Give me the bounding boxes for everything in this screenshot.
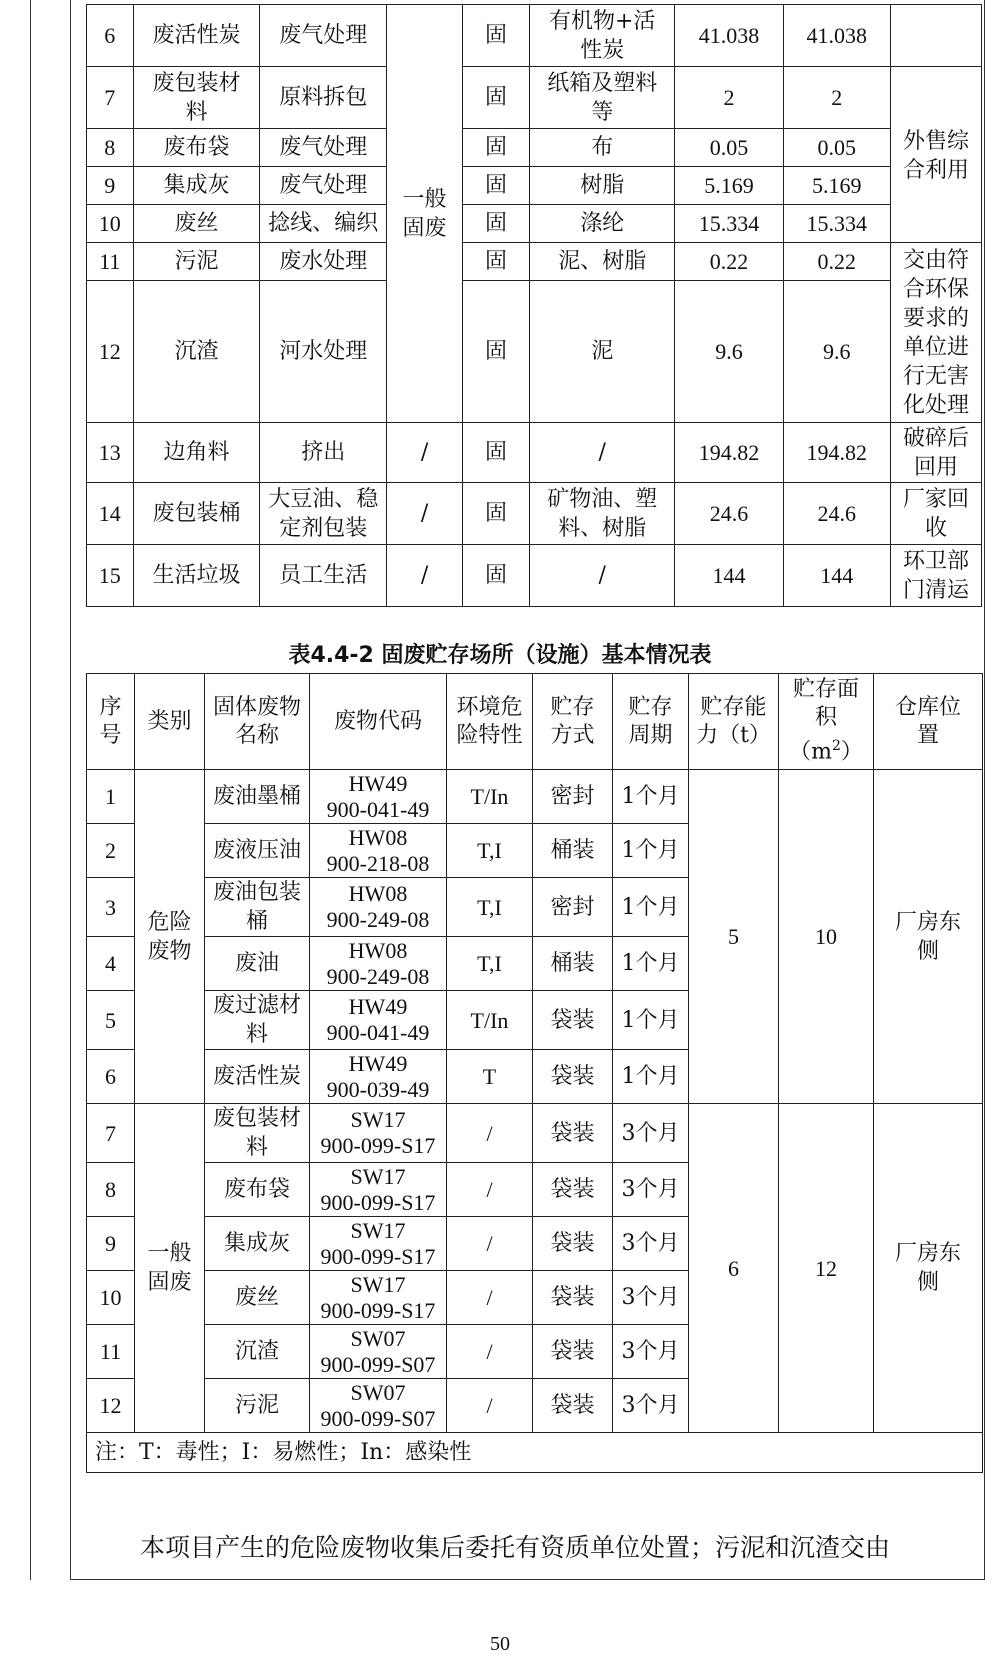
waste-source: 废气处理 (260, 129, 387, 167)
row-no: 3 (87, 878, 135, 937)
code-class: HW49 (348, 1050, 408, 1076)
storage-facility-table (86, 673, 983, 1473)
table-row (87, 545, 982, 607)
storage-method: 桶装 (533, 824, 613, 878)
row-no: 4 (87, 937, 135, 991)
amount-disposed: 144 (783, 545, 890, 607)
waste-source: 捻线、编织 (260, 205, 387, 243)
code-number: 900-099-S17 (320, 1133, 436, 1158)
storage-method: 桶装 (533, 937, 613, 991)
storage-period: 1个月 (613, 991, 689, 1050)
hazard-property: T,I (447, 878, 533, 937)
table-row (87, 243, 982, 281)
code-number: 900-099-S17 (320, 1189, 436, 1215)
code-number: 900-041-49 (326, 1020, 430, 1045)
waste-category: / (387, 483, 463, 545)
storage-period: 1个月 (613, 937, 689, 991)
amount-produced: 0.22 (675, 243, 783, 281)
waste-name: 边角料 (133, 423, 260, 483)
row-no: 9 (87, 1217, 135, 1271)
waste-name: 沉渣 (133, 281, 260, 423)
waste-source: 员工生活 (260, 545, 387, 607)
waste-name: 废活性炭 (205, 1050, 310, 1104)
table-row (87, 423, 982, 483)
amount-produced: 41.038 (675, 5, 783, 67)
header-type: 类别 (135, 674, 205, 770)
code-number: 900-039-49 (326, 1076, 430, 1102)
waste-component: 树脂 (530, 167, 675, 205)
waste-component: 涤纶 (530, 205, 675, 243)
table-row (87, 205, 982, 243)
waste-name: 集成灰 (205, 1217, 310, 1271)
waste-code (310, 770, 447, 824)
disposal-method: 外售综合利用 (890, 67, 981, 243)
amount-disposed: 9.6 (783, 281, 890, 423)
amount-produced: 0.05 (675, 129, 783, 167)
code-number: 900-249-08 (326, 907, 430, 932)
waste-name: 生活垃圾 (133, 545, 260, 607)
storage-period: 3个月 (613, 1163, 689, 1217)
row-no: 1 (87, 770, 135, 824)
hazard-property: / (447, 1325, 533, 1379)
amount-produced: 194.82 (675, 423, 783, 483)
storage-period: 1个月 (613, 1050, 689, 1104)
waste-source: 废气处理 (260, 5, 387, 67)
waste-source: 原料拆包 (260, 67, 387, 129)
waste-name: 废油 (205, 937, 310, 991)
waste-component: 泥 (530, 281, 675, 423)
disposal-method-empty (890, 5, 981, 67)
storage-method: 袋装 (533, 991, 613, 1050)
disposal-method: 破碎后回用 (890, 423, 981, 483)
waste-code (310, 1325, 447, 1379)
waste-component: 有机物+活性炭 (530, 5, 675, 67)
waste-source: 废气处理 (260, 167, 387, 205)
table-row (87, 167, 982, 205)
disposal-method: 厂家回收 (890, 483, 981, 545)
header-name: 固体废物名称 (205, 674, 310, 770)
row-no: 10 (87, 1271, 135, 1325)
header-period: 贮存周期 (613, 674, 689, 770)
amount-disposed: 41.038 (783, 5, 890, 67)
hazard-property: / (447, 1104, 533, 1163)
waste-source: 挤出 (260, 423, 387, 483)
waste-state: 固 (462, 129, 529, 167)
code-class: SW17 (350, 1217, 406, 1243)
storage-capacity: 6 (689, 1104, 779, 1433)
row-no: 11 (87, 1325, 135, 1379)
waste-category: 一般固废 (387, 5, 463, 423)
hazard-property: / (447, 1217, 533, 1271)
waste-state: 固 (462, 67, 529, 129)
header-capacity: 贮存能力（t） (689, 674, 779, 770)
waste-state: 固 (462, 5, 529, 67)
code-number: 900-249-08 (326, 963, 430, 989)
row-no: 7 (87, 1104, 135, 1163)
header-storage: 贮存方式 (533, 674, 613, 770)
storage-area: 12 (779, 1104, 874, 1433)
storage-period: 3个月 (613, 1325, 689, 1379)
code-class: HW49 (348, 994, 408, 1019)
waste-source: 废水处理 (260, 243, 387, 281)
table-row (87, 281, 982, 423)
row-no: 12 (87, 1379, 135, 1433)
row-no: 13 (87, 423, 134, 483)
waste-state: 固 (462, 167, 529, 205)
waste-state: 固 (462, 483, 529, 545)
row-no: 12 (87, 281, 134, 423)
waste-source: 河水处理 (260, 281, 387, 423)
waste-code (310, 1271, 447, 1325)
disposal-method: 交由符合环保要求的单位进行无害化处理 (890, 243, 981, 423)
storage-capacity: 5 (689, 770, 779, 1104)
waste-source: 大豆油、稳定剂包装 (260, 483, 387, 545)
waste-name: 废油包装桶 (205, 878, 310, 937)
amount-produced: 144 (675, 545, 783, 607)
storage-period: 3个月 (613, 1104, 689, 1163)
waste-component: 泥、树脂 (530, 243, 675, 281)
hazard-property: / (447, 1271, 533, 1325)
storage-method: 密封 (533, 878, 613, 937)
waste-code (310, 1379, 447, 1433)
waste-name: 废丝 (133, 205, 260, 243)
header-no: 序号 (87, 674, 135, 770)
waste-code (310, 1104, 447, 1163)
code-number: 900-218-08 (326, 850, 430, 876)
code-number: 900-099-S07 (320, 1351, 436, 1377)
waste-code (310, 991, 447, 1050)
hazard-property: / (447, 1379, 533, 1433)
waste-code (310, 937, 447, 991)
waste-type: 一般固废 (135, 1104, 205, 1433)
table-caption: 表4.4-2 固废贮存场所（设施）基本情况表 (288, 643, 712, 668)
table-row (87, 129, 982, 167)
row-no: 10 (87, 205, 134, 243)
amount-disposed: 24.6 (783, 483, 890, 545)
code-class: SW17 (350, 1163, 406, 1189)
amount-disposed: 15.334 (783, 205, 890, 243)
header-row (87, 674, 983, 770)
body-paragraph: 本项目产生的危险废物收集后委托有资质单位处置；污泥和沉渣交由 (140, 1533, 891, 1562)
waste-component: 纸箱及塑料等 (530, 67, 675, 129)
table-row (87, 483, 982, 545)
code-number: 900-099-S17 (320, 1243, 436, 1269)
row-no: 11 (87, 243, 134, 281)
storage-period: 3个月 (613, 1379, 689, 1433)
storage-method: 袋装 (533, 1050, 613, 1104)
amount-disposed: 0.22 (783, 243, 890, 281)
storage-period: 3个月 (613, 1271, 689, 1325)
storage-method: 袋装 (533, 1271, 613, 1325)
hazard-property: T,I (447, 937, 533, 991)
row-no: 6 (87, 5, 134, 67)
waste-state: 固 (462, 205, 529, 243)
row-no: 9 (87, 167, 134, 205)
waste-category: / (387, 423, 463, 483)
waste-code (310, 1163, 447, 1217)
page-left-rule (30, 0, 31, 1580)
disposal-method: 环卫部门清运 (890, 545, 981, 607)
waste-name: 污泥 (205, 1379, 310, 1433)
code-class: HW08 (348, 881, 408, 906)
code-class: HW49 (348, 770, 408, 796)
waste-name: 废油墨桶 (205, 770, 310, 824)
legend-note: 注：T：毒性；I：易燃性；In：感染性 (87, 1433, 983, 1473)
page-number: 50 (490, 1633, 510, 1655)
header-area: 贮存面积$(m^2)$ (779, 674, 874, 770)
row-no: 7 (87, 67, 134, 129)
waste-name: 废包装材料 (133, 67, 260, 129)
amount-produced: 9.6 (675, 281, 783, 423)
code-number: 900-041-49 (326, 796, 430, 822)
storage-period: 1个月 (613, 878, 689, 937)
storage-period: 1个月 (613, 770, 689, 824)
table-row (87, 67, 982, 129)
row-no: 14 (87, 483, 134, 545)
storage-method: 袋装 (533, 1163, 613, 1217)
storage-method: 密封 (533, 770, 613, 824)
waste-component: / (530, 423, 675, 483)
waste-state: 固 (462, 281, 529, 423)
code-class: HW08 (348, 824, 408, 850)
amount-disposed: 5.169 (783, 167, 890, 205)
code-class: SW07 (350, 1325, 406, 1351)
waste-name: 废活性炭 (133, 5, 260, 67)
amount-produced: 2 (675, 67, 783, 129)
code-class: SW17 (350, 1271, 406, 1297)
storage-method: 袋装 (533, 1379, 613, 1433)
waste-state: 固 (462, 423, 529, 483)
row-no: 8 (87, 1163, 135, 1217)
waste-name: 污泥 (133, 243, 260, 281)
storage-method: 袋装 (533, 1217, 613, 1271)
table-row (87, 770, 983, 824)
hazard-property: / (447, 1163, 533, 1217)
row-no: 5 (87, 991, 135, 1050)
waste-state: 固 (462, 243, 529, 281)
storage-method: 袋装 (533, 1325, 613, 1379)
storage-period: 3个月 (613, 1217, 689, 1271)
waste-name: 沉渣 (205, 1325, 310, 1379)
waste-component: / (530, 545, 675, 607)
waste-code (310, 1050, 447, 1104)
amount-produced: 24.6 (675, 483, 783, 545)
hazard-property: T,I (447, 824, 533, 878)
waste-code (310, 824, 447, 878)
storage-method: 袋装 (533, 1104, 613, 1163)
waste-type: 危险废物 (135, 770, 205, 1104)
waste-state: 固 (462, 545, 529, 607)
waste-name: 废液压油 (205, 824, 310, 878)
amount-produced: 5.169 (675, 167, 783, 205)
waste-name: 废过滤材料 (205, 991, 310, 1050)
table-row (87, 1104, 983, 1163)
waste-component: 布 (530, 129, 675, 167)
code-number: 900-099-S17 (320, 1297, 436, 1323)
code-class: SW17 (350, 1107, 406, 1132)
waste-code (310, 1217, 447, 1271)
code-class: SW07 (350, 1379, 406, 1405)
row-no: 2 (87, 824, 135, 878)
header-location: 仓库位置 (874, 674, 983, 770)
solid-waste-table (86, 4, 982, 607)
storage-location: 厂房东侧 (874, 1104, 983, 1433)
amount-disposed: 194.82 (783, 423, 890, 483)
amount-produced: 15.334 (675, 205, 783, 243)
code-number: 900-099-S07 (320, 1405, 436, 1431)
storage-area: 10 (779, 770, 874, 1104)
note-row (87, 1433, 983, 1473)
storage-location: 厂房东侧 (874, 770, 983, 1104)
waste-name: 废布袋 (205, 1163, 310, 1217)
header-hazard: 环境危险特性 (447, 674, 533, 770)
storage-period: 1个月 (613, 824, 689, 878)
waste-name: 集成灰 (133, 167, 260, 205)
amount-disposed: 2 (783, 67, 890, 129)
row-no: 15 (87, 545, 134, 607)
code-class: HW08 (348, 937, 408, 963)
waste-category: / (387, 545, 463, 607)
amount-disposed: 0.05 (783, 129, 890, 167)
waste-name: 废包装材料 (205, 1104, 310, 1163)
header-code: 废物代码 (310, 674, 447, 770)
hazard-property: T/In (447, 770, 533, 824)
waste-name: 废布袋 (133, 129, 260, 167)
waste-code (310, 878, 447, 937)
waste-component: 矿物油、塑料、树脂 (530, 483, 675, 545)
table-row (87, 5, 982, 67)
hazard-property: T/In (447, 991, 533, 1050)
row-no: 6 (87, 1050, 135, 1104)
waste-name: 废丝 (205, 1271, 310, 1325)
waste-name: 废包装桶 (133, 483, 260, 545)
row-no: 8 (87, 129, 134, 167)
hazard-property: T (447, 1050, 533, 1104)
